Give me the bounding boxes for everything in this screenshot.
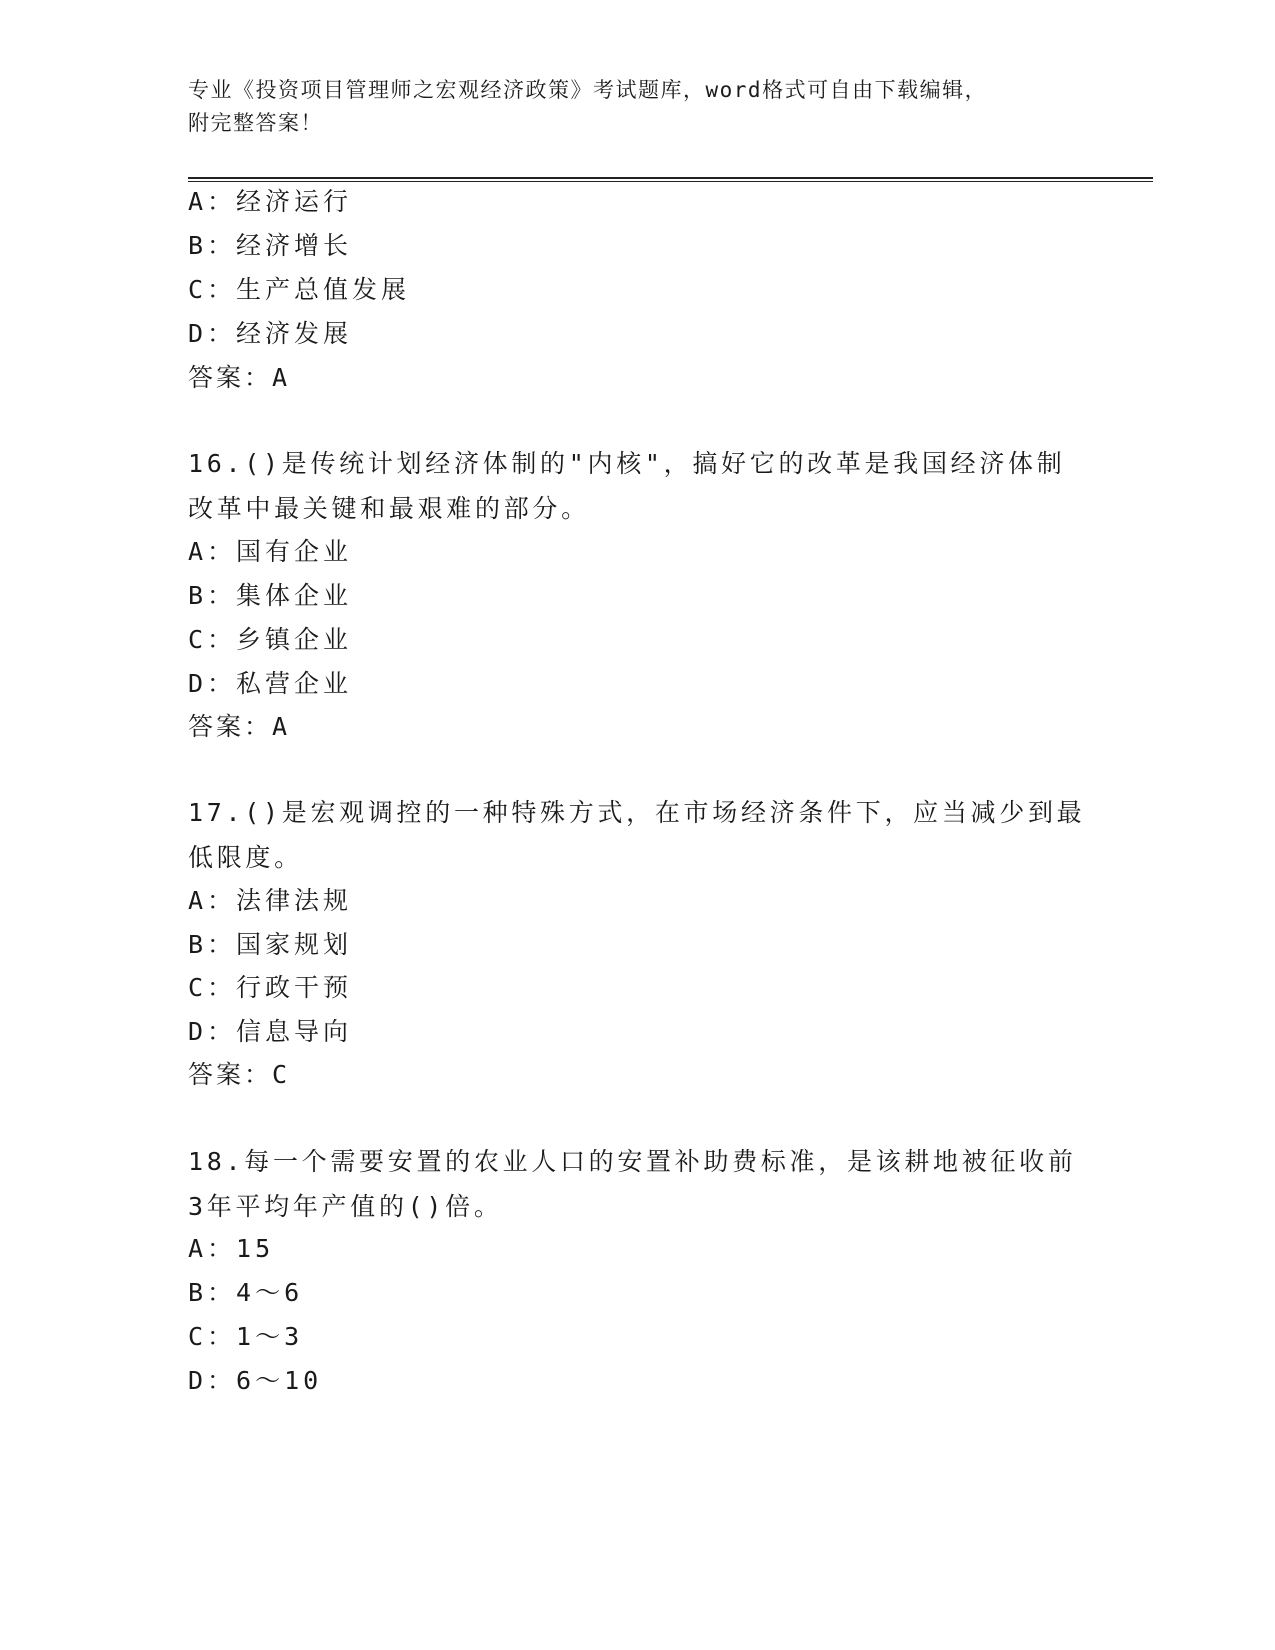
q18-option-c: C：1～3	[188, 1322, 304, 1351]
q17-text: 17.()是宏观调控的一种特殊方式，在市场经济条件下，应当减少到最低限度。	[188, 798, 1086, 872]
q18-text: 18.每一个需要安置的农业人口的安置补助费标准，是该耕地被征收前3年平均年产值的()倍。	[188, 1147, 1077, 1221]
q16-answer: 答案：A	[188, 712, 291, 741]
q17-option-a: A：法律法规	[188, 886, 353, 915]
q16-option-c: C：乡镇企业	[188, 625, 353, 654]
q15-answer: 答案：A	[188, 363, 291, 392]
q18-option-a: A：15	[188, 1234, 275, 1263]
header-divider	[188, 177, 1153, 182]
q18-option-b: B：4～6	[188, 1278, 304, 1307]
q15-option-a: A：经济运行	[188, 187, 353, 216]
document-header	[188, 74, 1088, 140]
q15-option-c: C：生产总值发展	[188, 275, 411, 304]
q16-option-a: A：国有企业	[188, 537, 353, 566]
q16-option-b: B：集体企业	[188, 581, 353, 610]
q17-option-c: C：行政干预	[188, 973, 353, 1002]
q15-option-b: B：经济增长	[188, 231, 353, 260]
q17-option-d: D：信息导向	[188, 1017, 353, 1046]
header-line-1: 专业《投资项目管理师之宏观经济政策》考试题库，word格式可自由下载编辑，	[188, 78, 988, 102]
q18-option-d: D：6～10	[188, 1366, 323, 1395]
q16-text: 16.()是传统计划经济体制的"内核"，搞好它的改革是我国经济体制改革中最关键和最艰难的部分。	[188, 449, 1066, 523]
q17-option-b: B：国家规划	[188, 930, 353, 959]
q16-option-d: D：私营企业	[188, 669, 353, 698]
q15-option-d: D：经济发展	[188, 319, 353, 348]
header-line-2: 附完整答案！	[188, 111, 323, 135]
q17-answer: 答案：C	[188, 1060, 291, 1089]
